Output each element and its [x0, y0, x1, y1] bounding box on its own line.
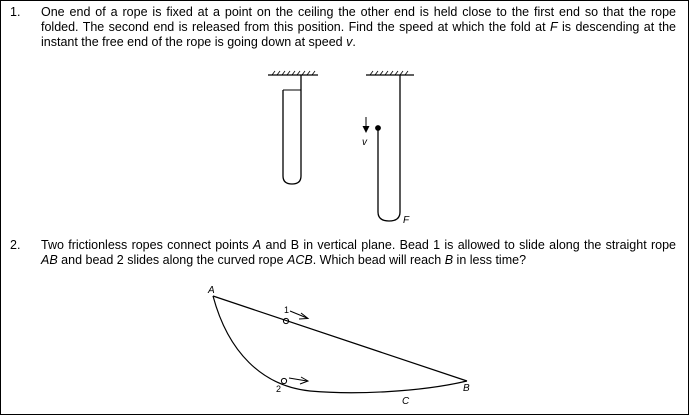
bead-2-label: 2	[276, 384, 282, 394]
var-ab: AB	[41, 253, 58, 267]
var-a: A	[252, 238, 262, 252]
figure-1-left-rope	[268, 71, 318, 184]
speed-label: v	[362, 137, 367, 148]
var-f: F	[549, 20, 558, 34]
question-1-text: One end of a rope is fixed at a point on the ceiling the other end is held close to the first end so that the rope folded. The second end is released from this position. Find the speed at which the fold at F is descending at the instant the free end of the rope is going down at speed v.	[41, 5, 676, 49]
var-b: B	[444, 253, 454, 267]
var-acb: ACB	[287, 253, 313, 267]
straight-rope-ab	[213, 296, 467, 381]
fold-label: F	[403, 215, 410, 226]
point-c-label: C	[402, 396, 410, 407]
rope-right	[378, 75, 400, 221]
question-2-text: Two frictionless ropes connect points A and B in vertical plane. Bead 1 is allowed to slide along the straight rope AB and bead 2 slides along the curved rope ACB. Which bead will reach B in less time?	[41, 238, 676, 267]
rope-left	[283, 75, 301, 184]
figure-2	[213, 296, 467, 393]
var-v: v	[346, 35, 353, 49]
velocity-arrowhead	[363, 126, 370, 133]
point-b-label: B	[463, 383, 470, 394]
bead-2	[281, 378, 286, 383]
curved-rope-acb	[213, 296, 467, 393]
bead-1-arrowhead	[299, 313, 308, 319]
question-2-number: 2.	[10, 238, 21, 252]
figure-1-right-rope	[363, 71, 415, 221]
point-a-label: A	[208, 285, 215, 296]
free-end-dot	[376, 126, 381, 131]
bead-1-label: 1	[284, 305, 290, 315]
bead-1-arrow	[290, 311, 307, 318]
question-1-number: 1.	[10, 5, 21, 19]
